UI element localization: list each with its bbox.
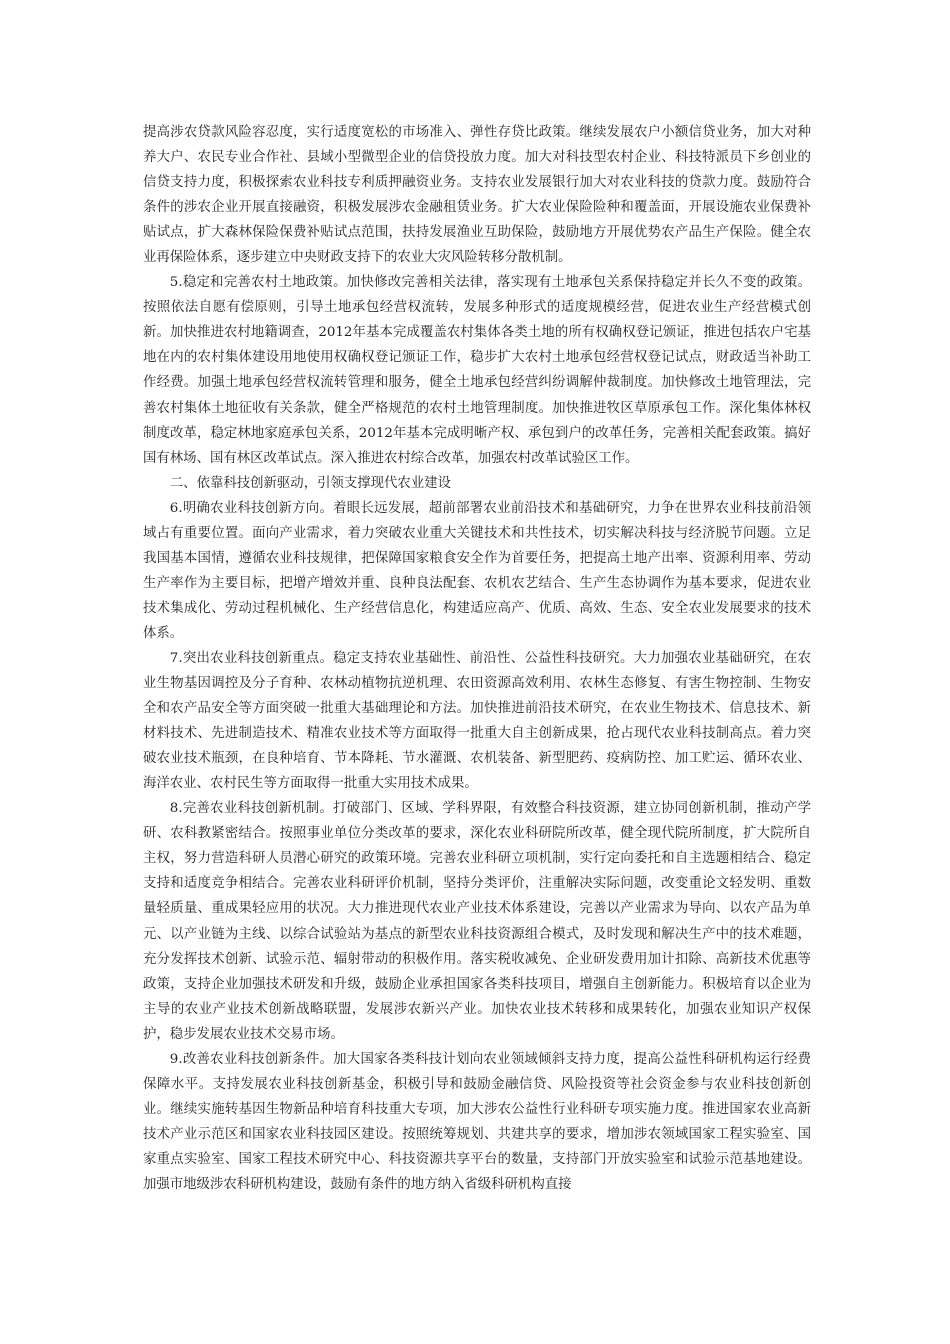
paragraph-item-9: 9.改善农业科技创新条件。加大国家各类科技计划向农业领域倾斜支持力度，提高公益性科研机构运行经费保障水平。支持发展农业科技创新基金，积极引导和鼓励金融信贷、风险投资等社会资金参与农业科技创新创业。继续实施转基因生物新品种培育科技重大专项，加大涉农公益性行业科研专项实施力度。推进国家农业高新技术产业示范区和国家农业科技园区建设。按照统筹规划、共建共享的要求，增加涉农领域国家工程实验室、国家重点实验室、国家工程技术研究中心、科技资源共享平台的数量，支持部门开放实验室和试验示范基地建设。加强市地级涉农科研机构建设，鼓励有条件的地方纳入省级科研机构直接 bbox=[143, 1051, 811, 1192]
document-body bbox=[143, 120, 811, 1197]
paragraph-item-7: 7.突出农业科技创新重点。稳定支持农业基础性、前沿性、公益性科技研究。大力加强农业基础研究，在农业生物基因调控及分子育种、农林动植物抗逆机理、农田资源高效利用、农林生态修复、有害生物控制、生物安全和农产品安全等方面突破一批重大基础理论和方法。加快推进前沿技术研究，在农业生物技术、信息技术、新材料技术、先进制造技术、精准农业技术等方面取得一批重大自主创新成果，抢占现代农业科技制高点。着力突破农业技术瓶颈，在良种培育、节本降耗、节水灌溉、农机装备、新型肥药、疫病防控、加工贮运、循环农业、海洋农业、农村民生等方面取得一批重大实用技术成果。 bbox=[143, 650, 811, 792]
paragraph-item-8: 8.完善农业科技创新机制。打破部门、区域、学科界限，有效整合科技资源，建立协同创新机制，推动产学研、农科教紧密结合。按照事业单位分类改革的要求，深化农业科研院所改革，健全现代院所制度，扩大院所自主权，努力营造科研人员潜心研究的政策环境。完善农业科研立项机制，实行定向委托和自主选题相结合、稳定支持和适度竞争相结合。完善农业科研评价机制，坚持分类评价，注重解决实际问题，改变重论文轻发明、重数量轻质量、重成果轻应用的状况。大力推进现代农业产业技术体系建设，完善以产业需求为导向、以农产品为单元、以产业链为主线、以综合试验站为基点的新型农业科技资源组合模式，及时发现和解决生产中的技术难题，充分发挥技术创新、试验示范、辐射带动的积极作用。落实税收减免、企业研发费用加计扣除、高新技术优惠等政策，支持企业加强技术研发和升级，鼓励企业承担国家各类科技项目，增强自主创新能力。积极培育以企业为主导的农业产业技术创新战略联盟，发展涉农新兴产业。加快农业技术转移和成果转化，加强农业知识产权保护，稳步发展农业技术交易市场。 bbox=[143, 801, 811, 1042]
paragraph-item-6: 6.明确农业科技创新方向。着眼长远发展，超前部署农业前沿技术和基础研究，力争在世界农业科技前沿领域占有重要位置。面向产业需求，着力突破农业重大关键技术和共性技术，切实解决科技与经济脱节问题。立足我国基本国情，遵循农业科技规律，把保障国家粮食安全作为首要任务，把提高土地产出率、资源利用率、劳动生产率作为主要目标，把增产增效并重、良种良法配套、农机农艺结合、生产生态协调作为基本要求，促进农业技术集成化、劳动过程机械化、生产经营信息化，构建适应高产、优质、高效、生态、安全农业发展要求的技术体系。 bbox=[143, 500, 811, 641]
paragraph-item-5: 5.稳定和完善农村土地政策。加快修改完善相关法律，落实现有土地承包关系保持稳定并长久不变的政策。按照依法自愿有偿原则，引导土地承包经营权流转，发展多种形式的适度规模经营，促进农业生产经营模式创新。加快推进农村地籍调查，2012年基本完成覆盖农村集体各类土地的所有权确权登记颁证，推进包括农户宅基地在内的农村集体建设用地使用权确权登记颁证工作，稳步扩大农村土地承包经营权登记试点，财政适当补助工作经费。加强土地承包经营权流转管理和服务，健全土地承包经营纠纷调解仲裁制度。加快修改土地管理法，完善农村集体土地征收有关条款，健全严格规范的农村土地管理制度。加快推进牧区草原承包工作。深化集体林权制度改革，稳定林地家庭承包关系，2012年基本完成明晰产权、承包到户的改革任务，完善相关配套政策。搞好国有林场、国有林区改革试点。深入推进农村综合改革，加强农村改革试验区工作。 bbox=[143, 275, 811, 466]
paragraph-continuation: 提高涉农贷款风险容忍度，实行适度宽松的市场准入、弹性存贷比政策。继续发展农户小额信贷业务，加大对种养大户、农民专业合作社、县域小型微型企业的信贷投放力度。加大对科技型农村企业、科技特派员下乡创业的信贷支持力度，积极探索农业科技专利质押融资业务。支持农业发展银行加大对农业科技的贷款力度。鼓励符合条件的涉农企业开展直接融资，积极发展涉农金融租赁业务。扩大农业保险险种和覆盖面，开展设施农业保费补贴试点，扩大森林保险保费补贴试点范围，扶持发展渔业互助保险，鼓励地方开展优势农产品生产保险。健全农业再保险体系，逐步建立中央财政支持下的农业大灾风险转移分散机制。 bbox=[143, 125, 811, 266]
section-heading-2: 二、依靠科技创新驱动，引领支撑现代农业建设 bbox=[169, 475, 451, 491]
